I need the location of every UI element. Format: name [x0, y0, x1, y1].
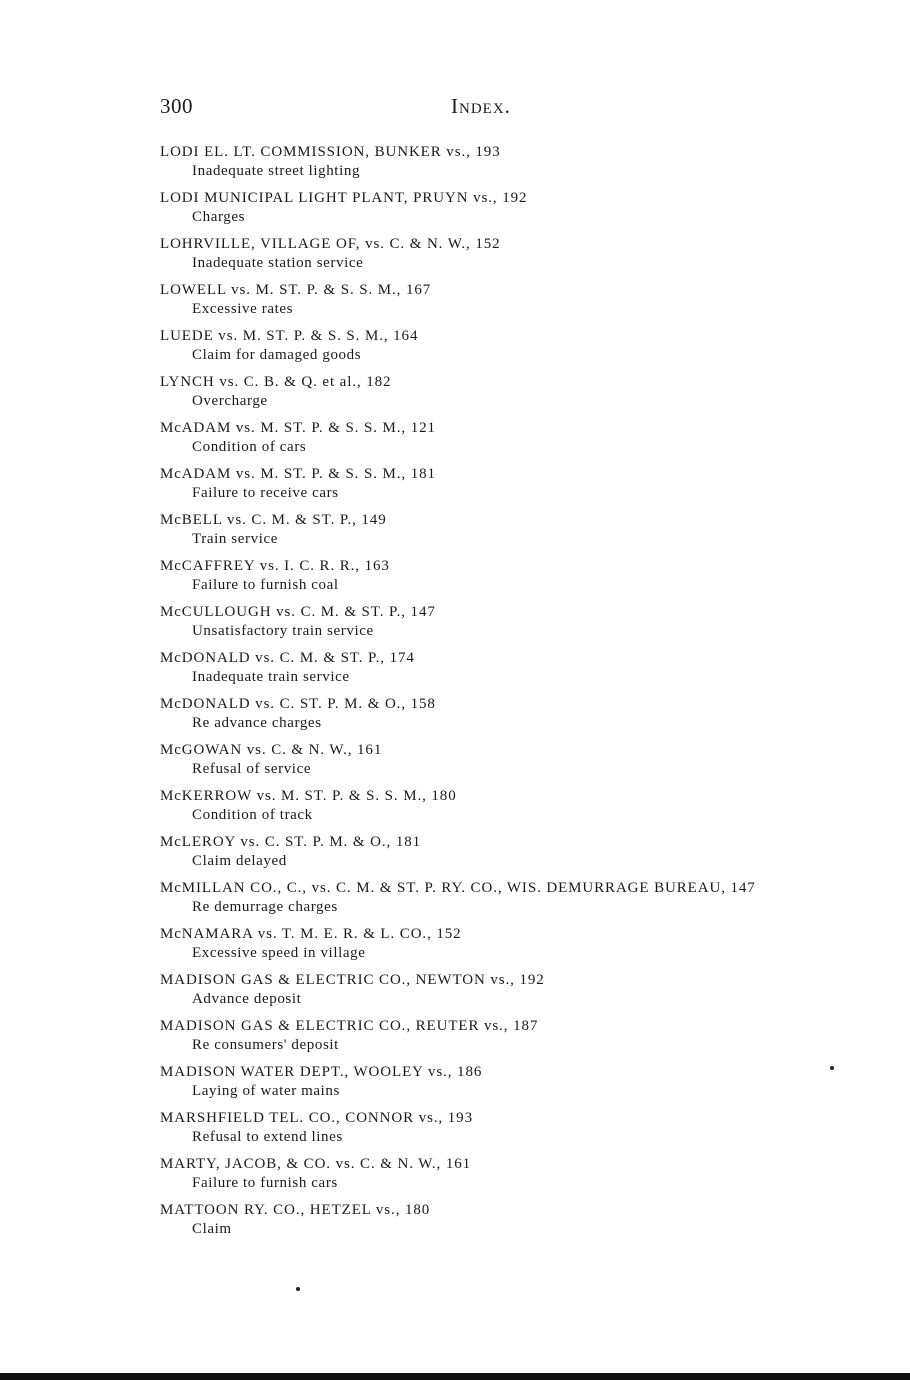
- entry-heading: McCULLOUGH vs. C. M. & ST. P., 147: [160, 604, 436, 620]
- index-entry: [160, 971, 830, 1008]
- entry-heading: McKERROW vs. M. ST. P. & S. S. M., 180: [160, 788, 457, 804]
- index-entry: [160, 327, 830, 364]
- index-entry: [160, 603, 830, 640]
- entry-subject: Re consumers' deposit: [192, 1036, 339, 1053]
- entry-heading: McADAM vs. M. ST. P. & S. S. M., 181: [160, 466, 436, 482]
- entry-heading: McLEROY vs. C. ST. P. M. & O., 181: [160, 834, 422, 850]
- print-speck: [296, 1287, 300, 1291]
- entry-heading: McCAFFREY vs. I. C. R. R., 163: [160, 558, 390, 574]
- index-entry: [160, 1155, 830, 1192]
- index-entry: [160, 649, 830, 686]
- entry-subject: Inadequate station service: [192, 254, 364, 271]
- entry-subject: Excessive rates: [192, 300, 294, 317]
- entry-subject: Claim for damaged goods: [192, 346, 362, 363]
- entry-heading: LODI MUNICIPAL LIGHT PLANT, PRUYN vs., 192: [160, 190, 528, 206]
- index-entry: [160, 189, 830, 226]
- index-entry: [160, 879, 830, 916]
- entry-heading: MADISON GAS & ELECTRIC CO., REUTER vs., 187: [160, 1018, 539, 1034]
- index-entry: [160, 1063, 830, 1100]
- entry-heading: MARSHFIELD TEL. CO., CONNOR vs., 193: [160, 1110, 473, 1126]
- entry-heading: McMILLAN CO., C., vs. C. M. & ST. P. RY. CO., WIS. DEMURRAGE BUREAU, 147: [160, 880, 756, 896]
- entry-subject: Refusal of service: [192, 760, 312, 777]
- entry-subject: Laying of water mains: [192, 1082, 340, 1099]
- index-entry: [160, 511, 830, 548]
- index-entry: [160, 695, 830, 732]
- entry-subject: Re demurrage charges: [192, 898, 338, 915]
- entry-subject: Train service: [192, 530, 278, 547]
- entry-heading: MATTOON RY. CO., HETZEL vs., 180: [160, 1202, 431, 1218]
- entry-subject: Inadequate train service: [192, 668, 350, 685]
- index-entry: [160, 557, 830, 594]
- index-entry: [160, 419, 830, 456]
- index-entry: [160, 373, 830, 410]
- index-list: [160, 143, 830, 1247]
- entry-heading: McDONALD vs. C. ST. P. M. & O., 158: [160, 696, 436, 712]
- entry-subject: Advance deposit: [192, 990, 302, 1007]
- entry-heading: McNAMARA vs. T. M. E. R. & L. CO., 152: [160, 926, 462, 942]
- entry-heading: LYNCH vs. C. B. & Q. et al., 182: [160, 374, 392, 390]
- entry-subject: Condition of track: [192, 806, 313, 823]
- index-entry: [160, 833, 830, 870]
- index-entry: [160, 787, 830, 824]
- entry-heading: MADISON WATER DEPT., WOOLEY vs., 186: [160, 1064, 483, 1080]
- entry-heading: McBELL vs. C. M. & ST. P., 149: [160, 512, 387, 528]
- entry-heading: LOWELL vs. M. ST. P. & S. S. M., 167: [160, 282, 432, 298]
- entry-heading: McDONALD vs. C. M. & ST. P., 174: [160, 650, 415, 666]
- page-header: [160, 94, 820, 124]
- index-entry: [160, 1109, 830, 1146]
- entry-subject: Failure to furnish cars: [192, 1174, 338, 1191]
- entry-heading: MADISON GAS & ELECTRIC CO., NEWTON vs., 192: [160, 972, 545, 988]
- entry-subject: Failure to receive cars: [192, 484, 339, 501]
- entry-heading: LODI EL. LT. COMMISSION, BUNKER vs., 193: [160, 144, 501, 160]
- entry-subject: Condition of cars: [192, 438, 307, 455]
- index-entry: [160, 235, 830, 272]
- index-entry: [160, 281, 830, 318]
- entry-heading: MARTY, JACOB, & CO. vs. C. & N. W., 161: [160, 1156, 472, 1172]
- index-entry: [160, 925, 830, 962]
- entry-subject: Inadequate street lighting: [192, 162, 361, 179]
- entry-heading: McGOWAN vs. C. & N. W., 161: [160, 742, 383, 758]
- index-entry: [160, 465, 830, 502]
- entry-subject: Failure to furnish coal: [192, 576, 339, 593]
- entry-heading: LOHRVILLE, VILLAGE OF, vs. C. & N. W., 152: [160, 236, 501, 252]
- index-entry: [160, 143, 830, 180]
- entry-subject: Overcharge: [192, 392, 268, 409]
- entry-heading: LUEDE vs. M. ST. P. & S. S. M., 164: [160, 328, 419, 344]
- index-entry: [160, 1201, 830, 1238]
- index-entry: [160, 1017, 830, 1054]
- running-head: Index.: [451, 94, 511, 118]
- entry-subject: Charges: [192, 208, 246, 225]
- scan-edge-bar: [0, 1373, 910, 1380]
- entry-heading: McADAM vs. M. ST. P. & S. S. M., 121: [160, 420, 436, 436]
- entry-subject: Re advance charges: [192, 714, 322, 731]
- page-number: 300: [160, 94, 193, 118]
- index-entry: [160, 741, 830, 778]
- entry-subject: Claim: [192, 1220, 232, 1237]
- entry-subject: Excessive speed in village: [192, 944, 366, 961]
- entry-subject: Refusal to extend lines: [192, 1128, 343, 1145]
- entry-subject: Unsatisfactory train service: [192, 622, 374, 639]
- entry-subject: Claim delayed: [192, 852, 287, 869]
- print-speck: [830, 1066, 834, 1070]
